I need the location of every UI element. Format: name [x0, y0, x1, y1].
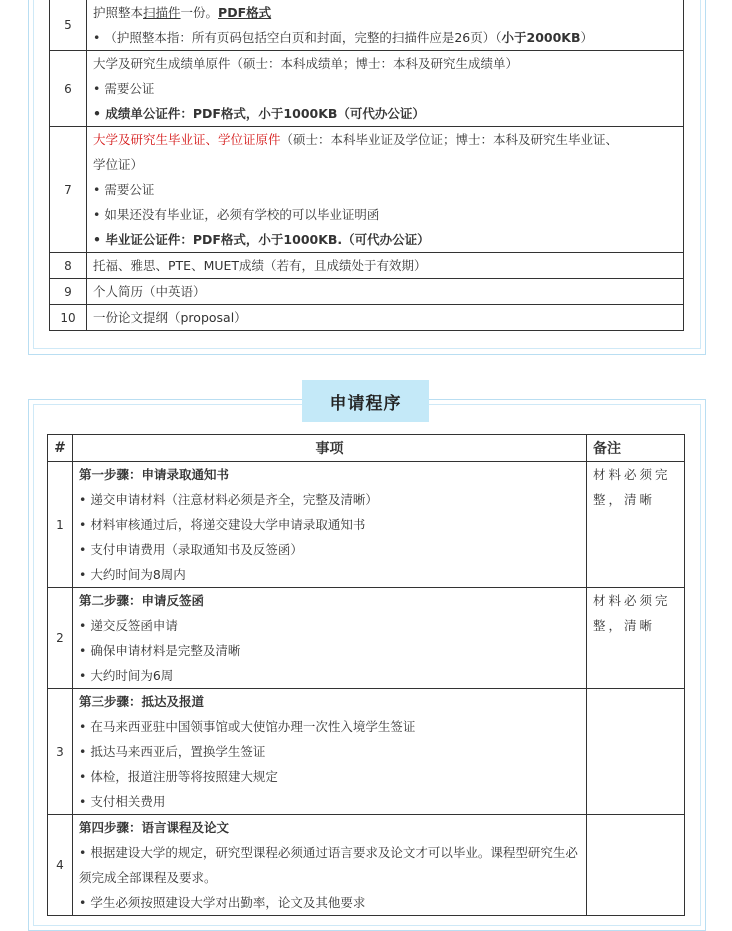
document-requirement — [87, 127, 684, 253]
text-run: 一份论文提纲（proposal） — [93, 310, 247, 325]
text-run: ） — [580, 30, 594, 45]
step-item: • 根据建设大学的规定，研究型课程必须通过语言要求及论文才可以毕业。课程型研究生必须完成全部课程及要求。 — [79, 845, 578, 885]
document-requirement — [87, 0, 684, 51]
step-item: • 大约时间为6周 — [79, 668, 174, 683]
document-row — [50, 51, 684, 127]
text-run: • 成绩单公证件：PDF格式，小于1000KB（可代办公证） — [93, 106, 425, 121]
text-run: 学位证） — [93, 157, 144, 172]
requirement-line — [93, 305, 677, 330]
text-run: PDF格式 — [218, 5, 272, 20]
procedure-step-row — [48, 588, 685, 689]
step-item: • 抵达马来西亚后，置换学生签证 — [79, 744, 266, 759]
step-title: 第三步骤：抵达及报道 — [79, 694, 205, 709]
step-item: • 递交申请材料（注意材料必须是齐全，完整及清晰） — [79, 492, 378, 507]
step-item: • 支付申请费用（录取通知书及反签函） — [79, 542, 303, 557]
step-item: • 大约时间为8周内 — [79, 567, 186, 582]
requirement-line — [93, 0, 677, 25]
step-item: • 支付相关费用 — [79, 794, 166, 809]
step-item: • 在马来西亚驻中国领事馆或大使馆办理一次性入境学生签证 — [79, 719, 416, 734]
row-number: 6 — [50, 51, 87, 127]
text-run: • 如果还没有毕业证，必须有学校的可以毕业证明函 — [93, 207, 380, 222]
step-content — [73, 462, 587, 588]
requirement-line — [93, 152, 677, 177]
step-item: • 确保申请材料是完整及清晰 — [79, 643, 241, 658]
documents-table — [49, 0, 684, 331]
text-run: • 毕业证公证件：PDF格式，小于1000KB.（可代办公证） — [93, 232, 430, 247]
procedure-step-row — [48, 815, 685, 916]
step-title: 第一步骤：申请录取通知书 — [79, 467, 230, 482]
header-num: # — [48, 435, 73, 462]
step-title: 第四步骤：语言课程及论文 — [79, 820, 230, 835]
step-number: 1 — [48, 462, 73, 588]
section-title: 申请程序 — [302, 380, 429, 422]
text-run: • （护照整本指：所有页码包括空白页和封面，完整的扫描件应是26页）（ — [93, 30, 502, 45]
text-run: • 需要公证 — [93, 182, 155, 197]
document-row — [50, 279, 684, 305]
row-number: 8 — [50, 253, 87, 279]
text-run: 一份。 — [180, 5, 219, 20]
procedure-step-row — [48, 462, 685, 588]
document-row — [50, 253, 684, 279]
document-requirement — [87, 253, 684, 279]
requirement-line — [93, 76, 677, 101]
step-content — [73, 815, 587, 916]
requirement-line — [93, 279, 677, 304]
step-content — [73, 689, 587, 815]
requirement-line — [93, 177, 677, 202]
row-number: 10 — [50, 305, 87, 331]
step-item: • 学生必须按照建设大学对出勤率，论文及其他要求 — [79, 895, 366, 910]
text-run: 托福、雅思、PTE、MUET成绩（若有，且成绩处于有效期） — [93, 258, 427, 273]
header-note: 备注 — [587, 435, 685, 462]
text-run: 个人简历（中英语） — [93, 284, 206, 299]
text-run: 大学及研究生毕业证、学位证原件 — [93, 132, 281, 147]
text-run: • 需要公证 — [93, 81, 155, 96]
row-number: 9 — [50, 279, 87, 305]
requirement-line — [93, 25, 677, 50]
step-title: 第二步骤：申请反签函 — [79, 593, 205, 608]
requirement-line — [93, 227, 677, 252]
requirement-line — [93, 202, 677, 227]
requirement-line — [93, 253, 677, 278]
step-number: 3 — [48, 689, 73, 815]
procedure-header-row — [48, 435, 685, 462]
text-run: 护照整本 — [93, 5, 144, 20]
document-requirement — [87, 279, 684, 305]
row-number: 7 — [50, 127, 87, 253]
step-number: 4 — [48, 815, 73, 916]
text-run: （硕士：本科毕业证及学位证；博士：本科及研究生毕业证、 — [280, 132, 619, 147]
procedure-table — [47, 434, 685, 916]
header-item: 事项 — [73, 435, 587, 462]
step-note: 材料必须完整，清晰 — [587, 588, 685, 689]
procedure-step-row — [48, 689, 685, 815]
document-row — [50, 305, 684, 331]
text-run: 大学及研究生成绩单原件（硕士：本科成绩单；博士：本科及研究生成绩单） — [93, 56, 519, 71]
step-note — [587, 815, 685, 916]
document-row — [50, 0, 684, 51]
step-item: • 材料审核通过后，将递交建设大学申请录取通知书 — [79, 517, 366, 532]
document-requirement — [87, 51, 684, 127]
step-number: 2 — [48, 588, 73, 689]
step-note — [587, 689, 685, 815]
requirement-line — [93, 101, 677, 126]
document-requirement — [87, 305, 684, 331]
document-row — [50, 127, 684, 253]
step-item: • 递交反签函申请 — [79, 618, 178, 633]
step-content — [73, 588, 587, 689]
requirement-line — [93, 127, 677, 152]
step-note: 材料必须完整，清晰 — [587, 462, 685, 588]
text-run: 扫描件 — [143, 5, 181, 20]
requirement-line — [93, 51, 677, 76]
row-number: 5 — [50, 0, 87, 51]
step-item: • 体检，报道注册等将按照建大规定 — [79, 769, 278, 784]
text-run: 小于2000KB — [501, 30, 581, 45]
